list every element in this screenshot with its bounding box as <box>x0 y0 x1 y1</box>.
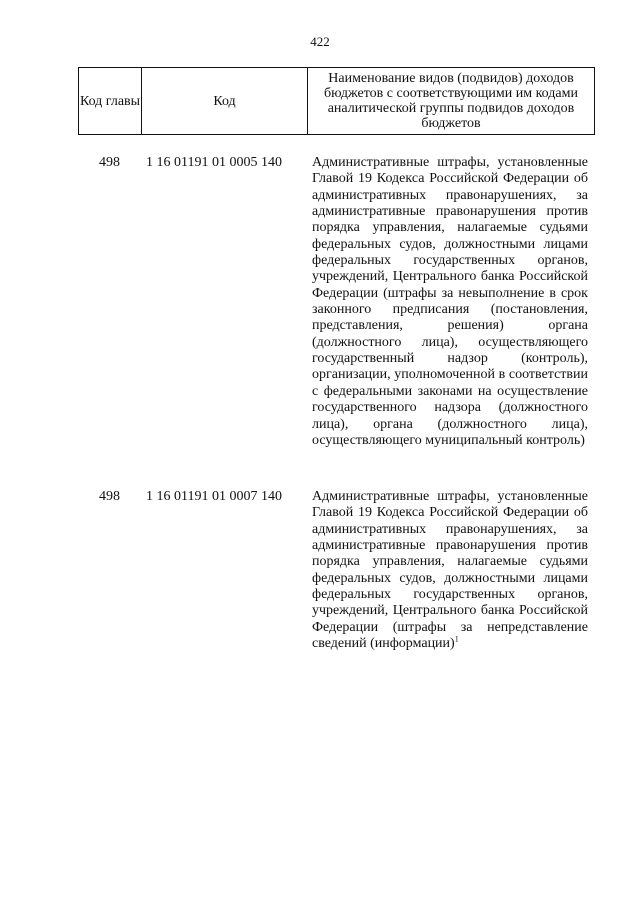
table-header <box>78 67 595 135</box>
row-chapter-code: 498 <box>99 489 120 504</box>
row-description <box>312 155 588 449</box>
row-description <box>312 489 588 652</box>
footnote-marker: 1 <box>454 634 459 644</box>
row-chapter-code: 498 <box>99 155 120 170</box>
row-description-text: Административные штрафы, установленные Главой 19 Кодекса Российской Федерации об административных правонарушениях, за административные правонарушения против порядка управления, налагаемые судьями федеральных судов, должностными лицами федеральных государственных органов, учреждений, Центрального банка Российской Федерации (штрафы за невыполнение в срок законного предписания (постановления, представления, решения) органа (должностного лица), осуществляющего государственный надзор (контроль), организации, уполномоченной в соответствии с федеральными законами на осуществление государственного надзора (должностного лица), органа (должностного лица), осуществляющего муниципальный контроль) <box>312 155 588 448</box>
row-code: 1 16 01191 01 0005 140 <box>146 155 282 170</box>
row-code: 1 16 01191 01 0007 140 <box>146 489 282 504</box>
header-code: Код <box>142 68 308 134</box>
page-number: 422 <box>310 34 330 49</box>
header-chapter-code: Код главы <box>79 68 142 134</box>
row-description-text: Административные штрафы, установленные Главой 19 Кодекса Российской Федерации об административных правонарушениях, за административные правонарушения против порядка управления, налагаемые судьями федеральных судов, должностными лицами федеральных государственных органов, учреждений, Центрального банка Российской Федерации (штрафы за непредставление сведений (информации) <box>312 489 588 652</box>
header-name: Наименование видов (подвидов) доходов бюджетов с соответствующими им кодами аналитической группы подвидов доходов бюджетов <box>324 71 578 131</box>
